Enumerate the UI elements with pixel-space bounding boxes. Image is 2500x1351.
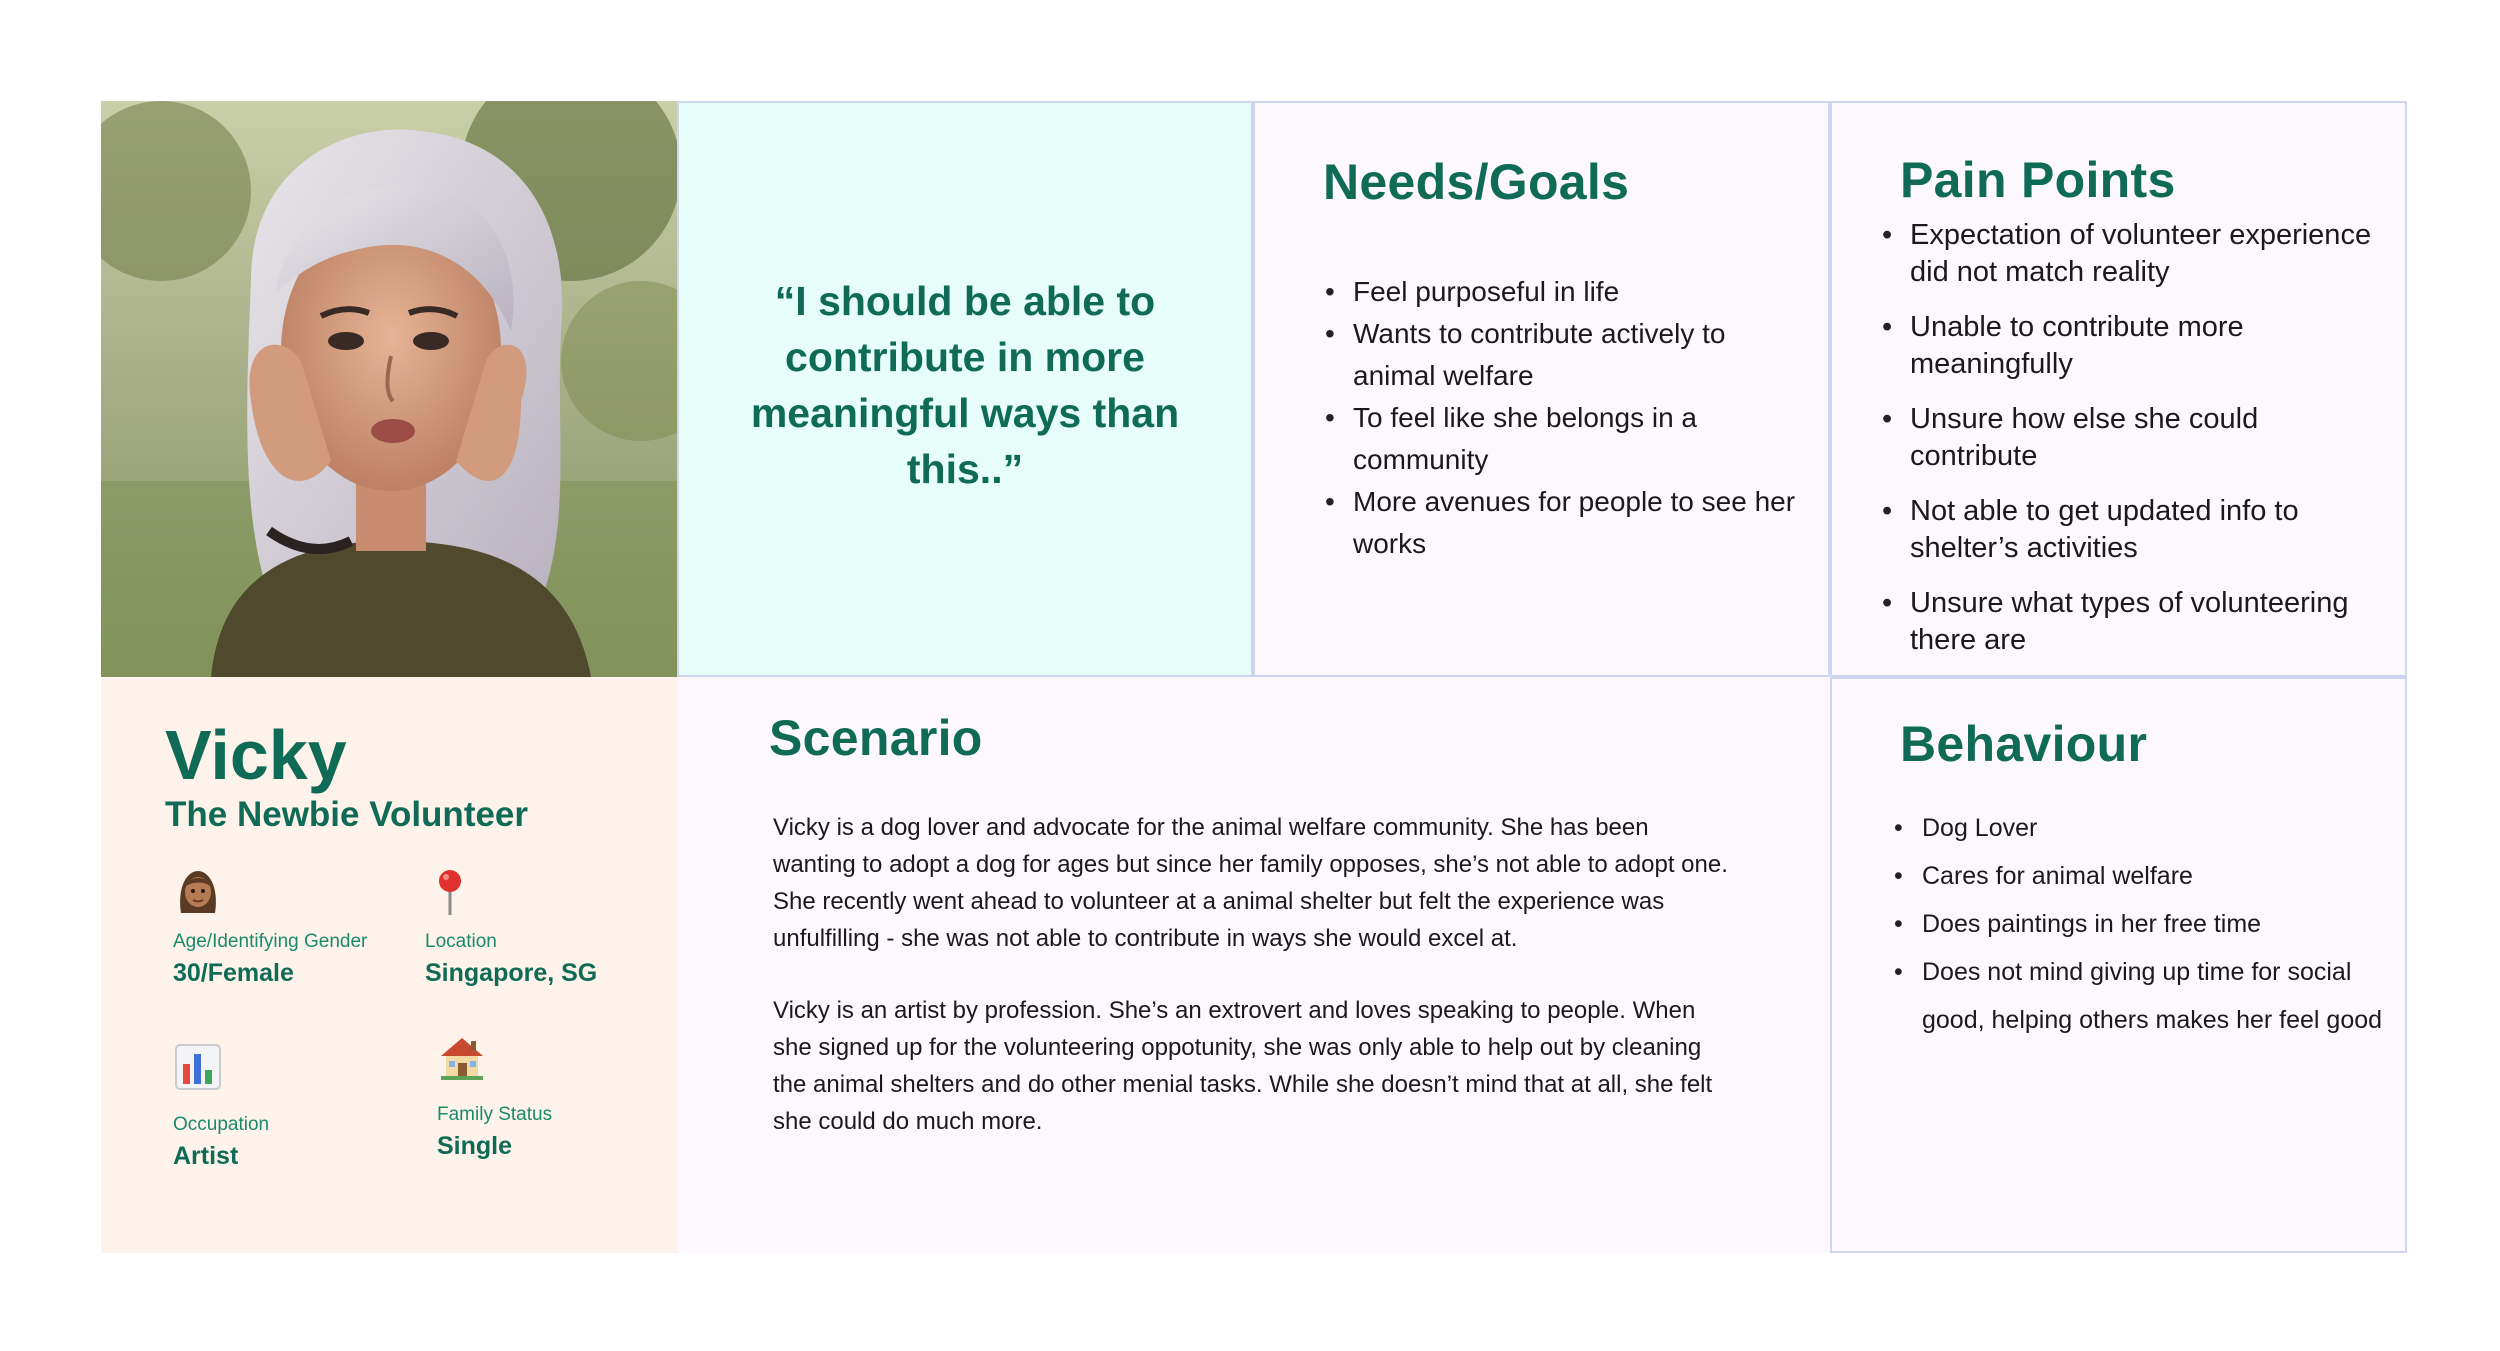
pain-points-card — [1830, 101, 2407, 677]
occupation-value: Artist — [173, 1142, 239, 1170]
behaviour-title: Behaviour — [1900, 716, 2148, 772]
list-item: • Wants to contribute actively to animal welfare — [1325, 313, 1805, 397]
location-pin-icon — [425, 867, 597, 917]
list-item: • Expectation of volunteer experience did not match reality — [1882, 217, 2392, 291]
persona-role: The Newbie Volunteer — [165, 795, 529, 834]
scenario-title: Scenario — [769, 710, 983, 766]
location-value: Singapore, SG — [425, 959, 598, 987]
needs-goals-title: Needs/Goals — [1323, 154, 1630, 210]
list-item: • Does not mind giving up time for social good, helping others makes her feel good — [1894, 948, 2384, 1044]
list-item: • More avenues for people to see her works — [1325, 481, 1805, 565]
location-attribute — [425, 867, 597, 988]
list-item: • Feel purposeful in life — [1325, 271, 1805, 313]
location-label: Location — [425, 931, 497, 952]
woman-emoji-icon — [173, 867, 367, 917]
age-gender-value: 30/Female — [173, 959, 294, 987]
list-item: • Cares for animal welfare — [1894, 852, 2384, 900]
scenario-card — [677, 677, 1830, 1253]
scenario-text — [773, 809, 1733, 1140]
persona-photo — [101, 101, 677, 677]
house-icon — [437, 1032, 552, 1082]
persona-board — [101, 101, 2407, 1253]
age-gender-attribute — [173, 867, 367, 988]
profile-card — [101, 677, 677, 1253]
persona-quote: “I should be able to contribute in more meaningful ways than this..” — [750, 278, 1180, 492]
occupation-attribute — [173, 1042, 269, 1171]
family-status-value: Single — [437, 1132, 513, 1160]
list-item: • Unable to contribute more meaningfully — [1882, 309, 2392, 383]
persona-name: Vicky — [165, 716, 347, 794]
portrait-image — [101, 101, 677, 677]
list-item: • Not able to get updated info to shelter’s activities — [1882, 493, 2392, 567]
pain-points-list — [1882, 217, 2392, 677]
list-item: • Does paintings in her free time — [1894, 900, 2384, 948]
occupation-label: Occupation — [173, 1114, 270, 1135]
list-item: • To feel like she belongs in a community — [1325, 397, 1805, 481]
bar-chart-icon — [173, 1042, 269, 1092]
needs-goals-list — [1325, 271, 1805, 565]
list-item: • Unsure what types of volunteering there are — [1882, 585, 2392, 659]
list-item: • Dog Lover — [1894, 804, 2384, 852]
family-status-attribute — [437, 1032, 552, 1161]
list-item: • Unsure how else she could contribute — [1882, 401, 2392, 475]
age-gender-label: Age/Identifying Gender — [173, 931, 368, 952]
pain-points-title: Pain Points — [1900, 152, 2176, 208]
scenario-paragraph: Vicky is an artist by profession. She’s an extrovert and loves speaking to people. When she signed up for the volunteering oppotunity, she was only able to help out by cleaning the animal shelters and do other menial tasks. While she doesn’t mind that at all, she felt she could do much more. — [773, 997, 1713, 1135]
needs-goals-card — [1253, 101, 1830, 677]
quote-card — [677, 101, 1253, 677]
scenario-paragraph: Vicky is a dog lover and advocate for the animal welfare community. She has been wanting to adopt a dog for ages but since her family opposes, she’s not able to adopt one. She recently went ahead to volunteer at a animal shelter but felt the experience was unfulfilling - she was not able to contribute in ways she would excel at. — [773, 814, 1728, 952]
behaviour-list — [1894, 804, 2384, 1044]
behaviour-card — [1830, 677, 2407, 1253]
family-status-label: Family Status — [437, 1104, 553, 1125]
